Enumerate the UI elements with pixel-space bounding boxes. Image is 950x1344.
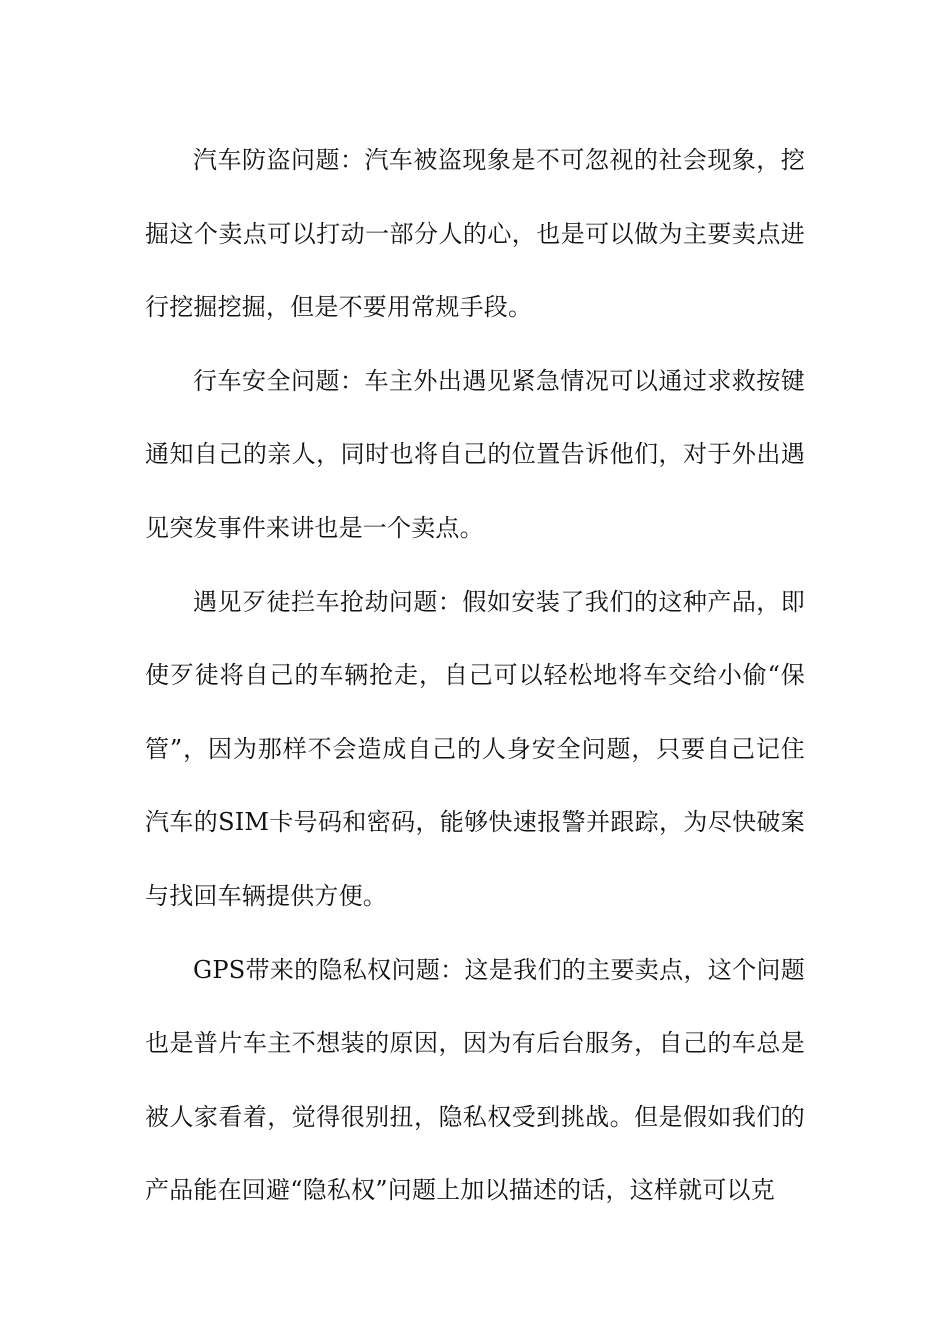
paragraph-gps-privacy: GPS带来的隐私权问题：这是我们的主要卖点，这个问题也是普片车主不想装的原因，因为有后台服务，自己的车总是被人家看着，觉得很别扭，隐私权受到挑战。但是假如我们的产品能在回避“隐私权”问题上加以描述的话，这样就可以克 (145, 955, 805, 1205)
document-body (145, 124, 805, 1228)
paragraph-anti-theft: 汽车防盗问题：汽车被盗现象是不可忽视的社会现象，挖掘这个卖点可以打动一部分人的心，也是可以做为主要卖点进行挖掘挖掘，但是不要用常规手段。 (145, 146, 805, 322)
paragraph-driving-safety: 行车安全问题：车主外出遇见紧急情况可以通过求救按键通知自己的亲人，同时也将自己的位置告诉他们，对于外出遇见突发事件来讲也是一个卖点。 (145, 366, 805, 542)
paragraph-robbery: 遇见歹徒拦车抢劫问题：假如安装了我们的这种产品，即使歹徒将自己的车辆抢走，自己可以轻松地将车交给小偷“保管”，因为那样不会造成自己的人身安全问题，只要自己记住汽车的SIM卡号码和密码，能够快速报警并跟踪，为尽快破案与找回车辆提供方便。 (145, 587, 805, 910)
